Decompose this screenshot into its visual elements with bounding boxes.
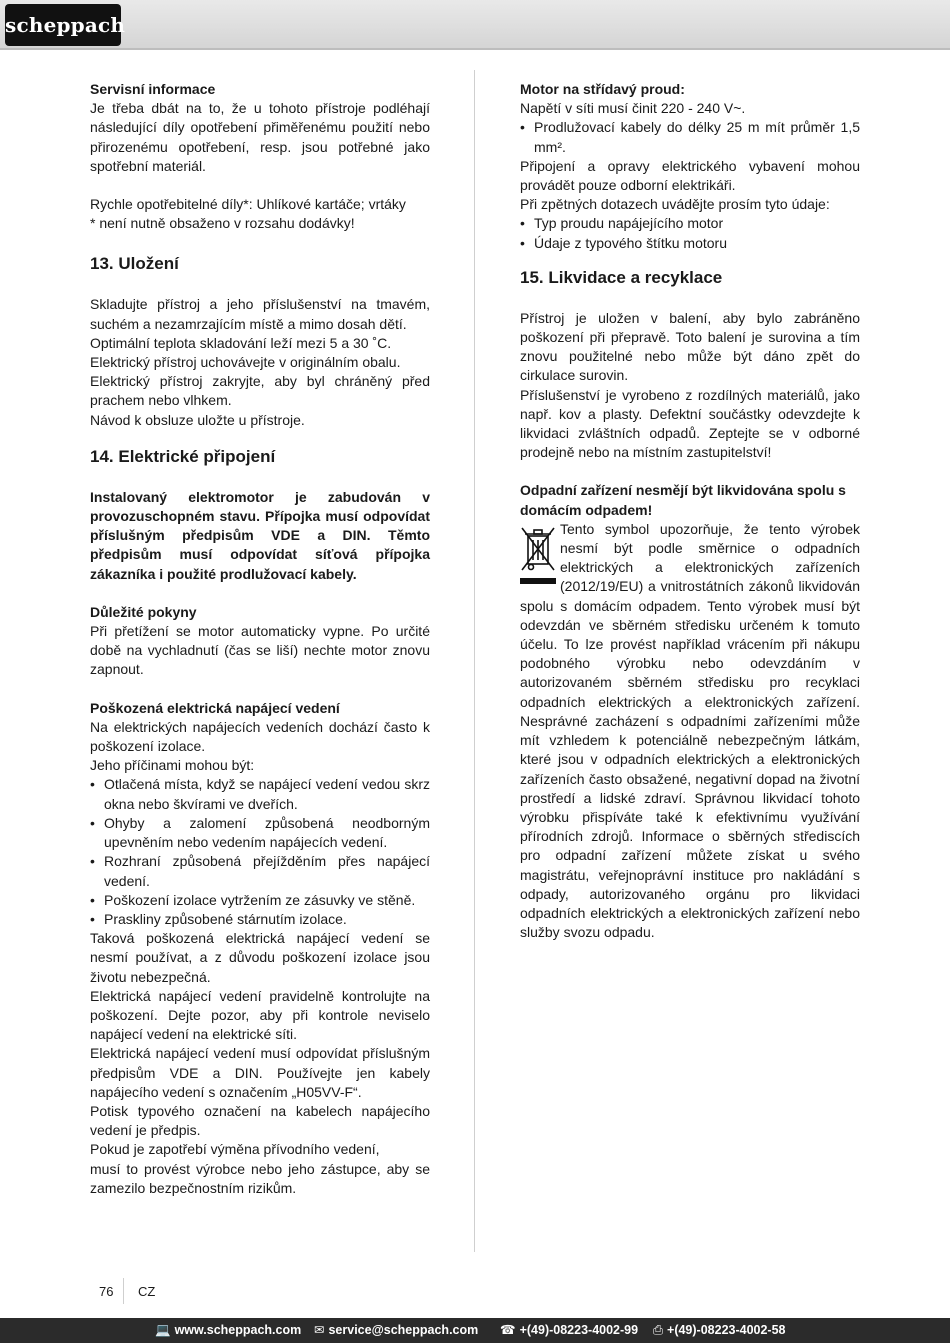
left-column bbox=[90, 80, 430, 1198]
language-code: CZ bbox=[138, 1284, 156, 1299]
list-item: • Poškození izolace vytržením ze zásuvky ve stěně. bbox=[90, 891, 430, 910]
motor-voltage: Napětí v síti musí činit 220 - 240 V~. bbox=[520, 100, 746, 117]
right-column bbox=[520, 80, 860, 942]
not-included-note: * není nutně obsaženo v rozsahu dodávky! bbox=[90, 215, 355, 232]
damaged-text: Jeho příčinami mohou být: bbox=[90, 757, 255, 774]
footer-phone-text: +(49)-08223-4002-99 bbox=[519, 1323, 639, 1337]
important-text: Při přetížení se motor automaticky vypne. Po určité době na vychladnutí (čas se liší) nechte motor znovu zapnout. bbox=[90, 623, 430, 678]
motor-text: Při zpětných dotazech uvádějte prosím tyto údaje: bbox=[520, 196, 830, 213]
motor-title: Motor na střídavý proud: bbox=[520, 81, 685, 97]
page-number-divider bbox=[123, 1278, 124, 1304]
damaged-text: Elektrická napájecí vedení pravidelně kontrolujte na poškození. Dejte pozor, aby při kontrole neviselo napájecí vedení na elektrické síti. bbox=[90, 987, 430, 1043]
damaged-text: Na elektrických napájecích vedeních dochází často k poškození izolace. bbox=[90, 718, 430, 755]
storage-line: Skladujte přístroj a jeho příslušenství na tmavém, suchém a nezamrzajícím místě a mimo dosah dětí. bbox=[90, 296, 430, 332]
list-item: • Rozhraní způsobená přejížděním přes napájecí vedení. bbox=[90, 852, 430, 890]
damaged-text: Potisk typového označení na kabelech napájecího vedení je předpis. bbox=[90, 1102, 430, 1139]
laptop-icon: 💻 bbox=[155, 1323, 171, 1337]
damaged-text: musí to provést výrobce nebo jeho zástupce, aby se zamezilo bezpečnostním rizikům. bbox=[90, 1160, 430, 1196]
electrical-intro: Instalovaný elektromotor je zabudován v provozuschopném stavu. Přípojka musí odpovídat příslušným předpisům VDE a DIN. Těmto předpisům musí odpovídat síťová přípojka zákazníka i použité prodlužovací kabely. bbox=[90, 488, 430, 582]
list-item: • Ohyby a zalomení způsobená neodborným upevněním nebo vedením napájecích vedení. bbox=[90, 814, 430, 852]
footer-email-text: service@scheppach.com bbox=[328, 1323, 479, 1337]
damaged-text: Taková poškozená elektrická napájecí vedení se nesmí používat, a z důvodu poškození izolace jsou životu nebezpečná. bbox=[90, 930, 430, 985]
footer-email[interactable] bbox=[314, 1318, 478, 1343]
motor-cable-list bbox=[520, 118, 860, 156]
phone-icon: ☎ bbox=[500, 1323, 516, 1337]
footer-bar bbox=[0, 1318, 950, 1343]
section-13-title: 13. Uložení bbox=[90, 254, 179, 274]
list-item: • Prodlužovací kabely do délky 25 m mít průměr 1,5 mm². bbox=[520, 118, 860, 156]
damaged-cables-title: Poškozená elektrická napájecí vedení bbox=[90, 699, 340, 716]
page-number: 76 bbox=[99, 1284, 114, 1299]
wear-parts-text: Rychle opotřebitelné díly*: Uhlíkové kartáče; vrtáky bbox=[90, 196, 406, 213]
service-text: Je třeba dbát na to, že u tohoto přístroje podléhají následující díly opotřebení přiměřenému použití nebo přirozenému opotřebení, resp. jsou potřebné jako spotřební materiál. bbox=[90, 100, 430, 174]
storage-line: Optimální teplota skladování leží mezi 5 a 30 ˚C. bbox=[90, 334, 392, 351]
motor-text: Připojení a opravy elektrického vybavení mohou provádět pouze odborní elektrikáři. bbox=[520, 157, 860, 194]
weee-text: Tento symbol upozorňuje, že tento výrobek nesmí být podle směrnice o odpadních elektrických a elektronických zařízeních (2012/19/EU) a vnitrostátních zákonů likvidován spolu s domácím odpadem. Tento výrobek musí být odevzdán ve sběrném středisku určeném k tomuto účelu. To lze provést například vrácením při nákupu podobného výrobku nebo odevzdáním v autorizovaném sběrném středisku pro recyklaci odpadních elektrických a elektronických zařízení. Nesprávné zacházení s odpadními zařízeními může mít vzhledem k potenciálně nebezpečným látkám, které jsou v odpadních elektrických a elektronických zařízeních často obsažené, negativní dopad na životní prostředí a lidské zdraví. Správnou likvidací tohoto výrobku přispíváte také k efektivnímu využívání přírodních zdrojů. Informace o sběrných střediscích pro odpadní zařízení můžete získat u svého magistrátu, veřejnoprávní instituce pro nakládání s odpady, autorizovaného orgánu pro likvidaci odpadních elektrických a elektronických zařízení nebo služby svozu odpadu. bbox=[520, 520, 860, 941]
storage-line: Elektrický přístroj zakryjte, aby byl chráněný před prachem nebo vlhkem. bbox=[90, 373, 430, 409]
damage-causes-list bbox=[90, 775, 430, 929]
storage-line: Návod k obsluze uložte u přístroje. bbox=[90, 411, 305, 428]
motor-info-list bbox=[520, 214, 860, 252]
list-item: • Typ proudu napájejícího motor bbox=[520, 214, 860, 233]
section-15-title: 15. Likvidace a recyklace bbox=[520, 267, 723, 287]
footer-phone[interactable] bbox=[500, 1318, 638, 1343]
damaged-text: Elektrická napájecí vedení musí odpovídat příslušným předpisům VDE a DIN. Používejte jen kabely napájecího vedení s označením „H05VV-F“. bbox=[90, 1045, 430, 1100]
column-divider bbox=[474, 70, 475, 1252]
crossed-bin-icon bbox=[520, 524, 556, 586]
weee-title: Odpadní zařízení nesmějí být likvidována spolu s domácím odpadem! bbox=[520, 482, 846, 518]
footer-fax[interactable] bbox=[653, 1318, 786, 1343]
scheppach-logo: scheppach bbox=[5, 4, 121, 46]
list-item: • Praskliny způsobené stárnutím izolace. bbox=[90, 910, 430, 929]
disposal-text: Přístroj je uložen v balení, aby bylo zabráněno poškození při přepravě. Toto balení je surovina a tím znovu použitelné nebo může být dáno zpět do cirkulace surovin. bbox=[520, 309, 860, 384]
footer-web-text: www.scheppach.com bbox=[174, 1323, 302, 1337]
important-title: Důležité pokyny bbox=[90, 603, 197, 620]
section-14-title: 14. Elektrické připojení bbox=[90, 446, 276, 466]
footer-web[interactable] bbox=[155, 1318, 301, 1343]
service-title: Servisní informace bbox=[90, 81, 216, 97]
disposal-text: Příslušenství je vyrobeno z rozdílných materiálů, jako např. kov a plasty. Defektní součástky odevzdejte k likvidaci zvláštních odpadů. Zeptejte se v odborné prodejně nebo na místním zastupitelství! bbox=[520, 386, 860, 461]
list-item: • Údaje z typového štítku motoru bbox=[520, 234, 860, 253]
damaged-text: Pokud je zapotřebí výměna přívodního vedení, bbox=[90, 1141, 380, 1158]
storage-line: Elektrický přístroj uchovávejte v originálním obalu. bbox=[90, 354, 401, 371]
envelope-icon: ✉ bbox=[314, 1323, 325, 1337]
list-item: • Otlačená místa, když se napájecí vedení vedou skrz okna nebo škvírami ve dveřích. bbox=[90, 775, 430, 813]
footer-fax-text: +(49)-08223-4002-58 bbox=[667, 1323, 786, 1337]
header-bar bbox=[0, 0, 950, 50]
fax-icon: ⎙ bbox=[653, 1323, 664, 1337]
weee-block bbox=[520, 520, 860, 942]
